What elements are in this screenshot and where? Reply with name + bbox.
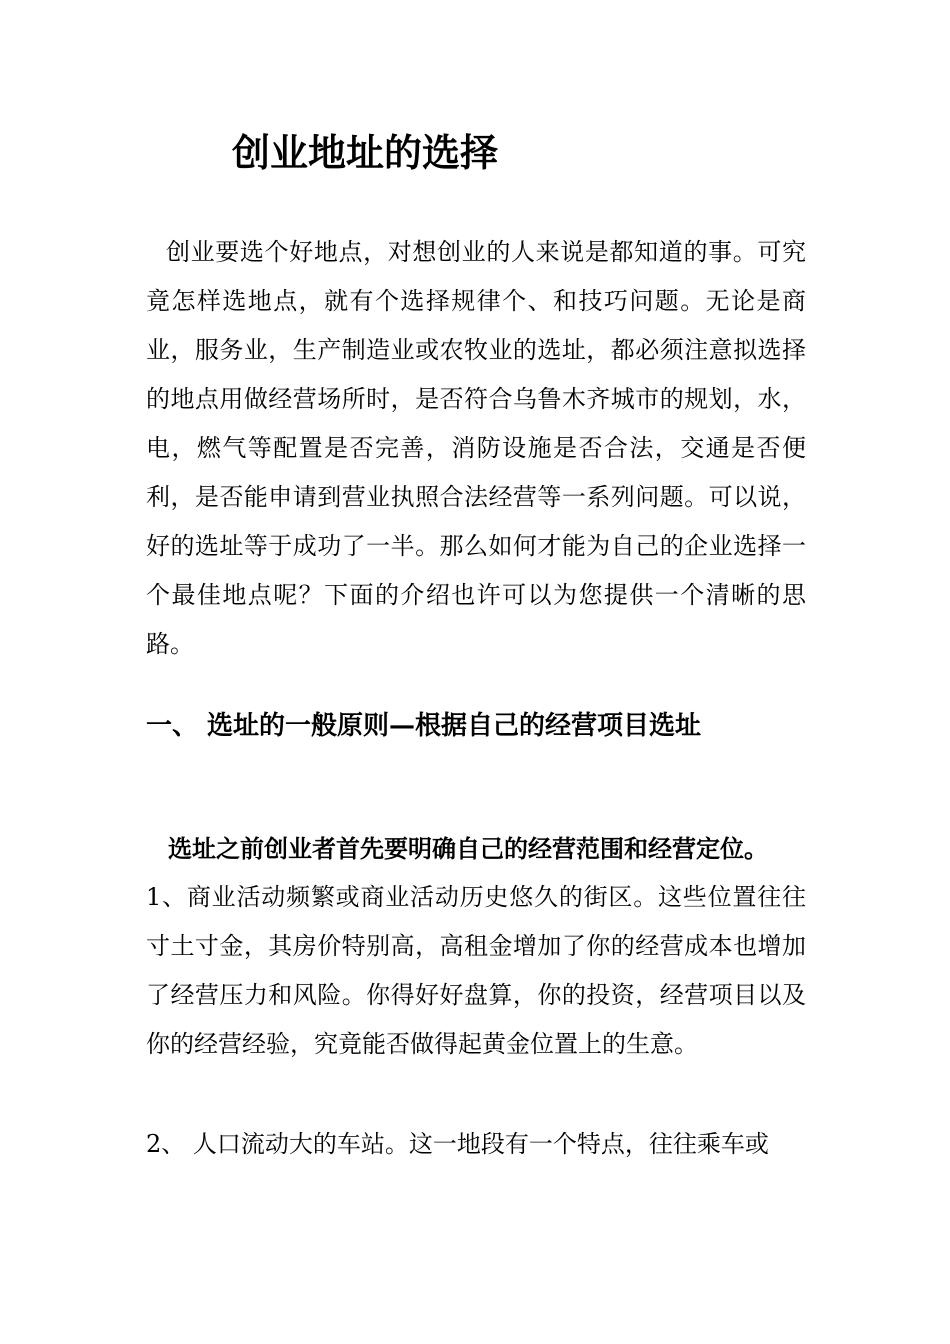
section-heading: 一、 选址的一般原则—根据自己的经营项目选址	[146, 711, 702, 741]
document-title: 创业地址的选择	[232, 130, 499, 175]
list-item: 1、商业活动频繁或商业活动历史悠久的街区。这些位置往往寸土寸金，其房价特别高，高租金增加了你的经营成本也增加了经营压力和风险。你得好好盘算，你的投资，经营项目以及你的经营经验，究竟能否做得起黄金位置上的生意。	[146, 883, 806, 1058]
intro-paragraph: 创业要选个好地点，对想创业的人来说是都知道的事。可究竟怎样选地点，就有个选择规律个、和技巧问题。无论是商业，服务业，生产制造业或农牧业的选址，都必须注意拟选择的地点用做经营场所时，是否符合乌鲁木齐城市的规划，水，电，燃气等配置是否完善，消防设施是否合法，交通是否便利，是否能申请到营业执照合法经营等一系列问题。可以说，好的选址等于成功了一半。那么如何才能为自己的企业选择一个最佳地点呢？下面的介绍也许可以为您提供一个清晰的思路。	[146, 238, 806, 658]
list-item: 2、 人口流动大的车站。这一地段有一个特点，往往乘车或	[146, 1130, 769, 1158]
section-lead: 选址之前创业者首先要明确自己的经营范围和经营定位。	[168, 834, 768, 863]
